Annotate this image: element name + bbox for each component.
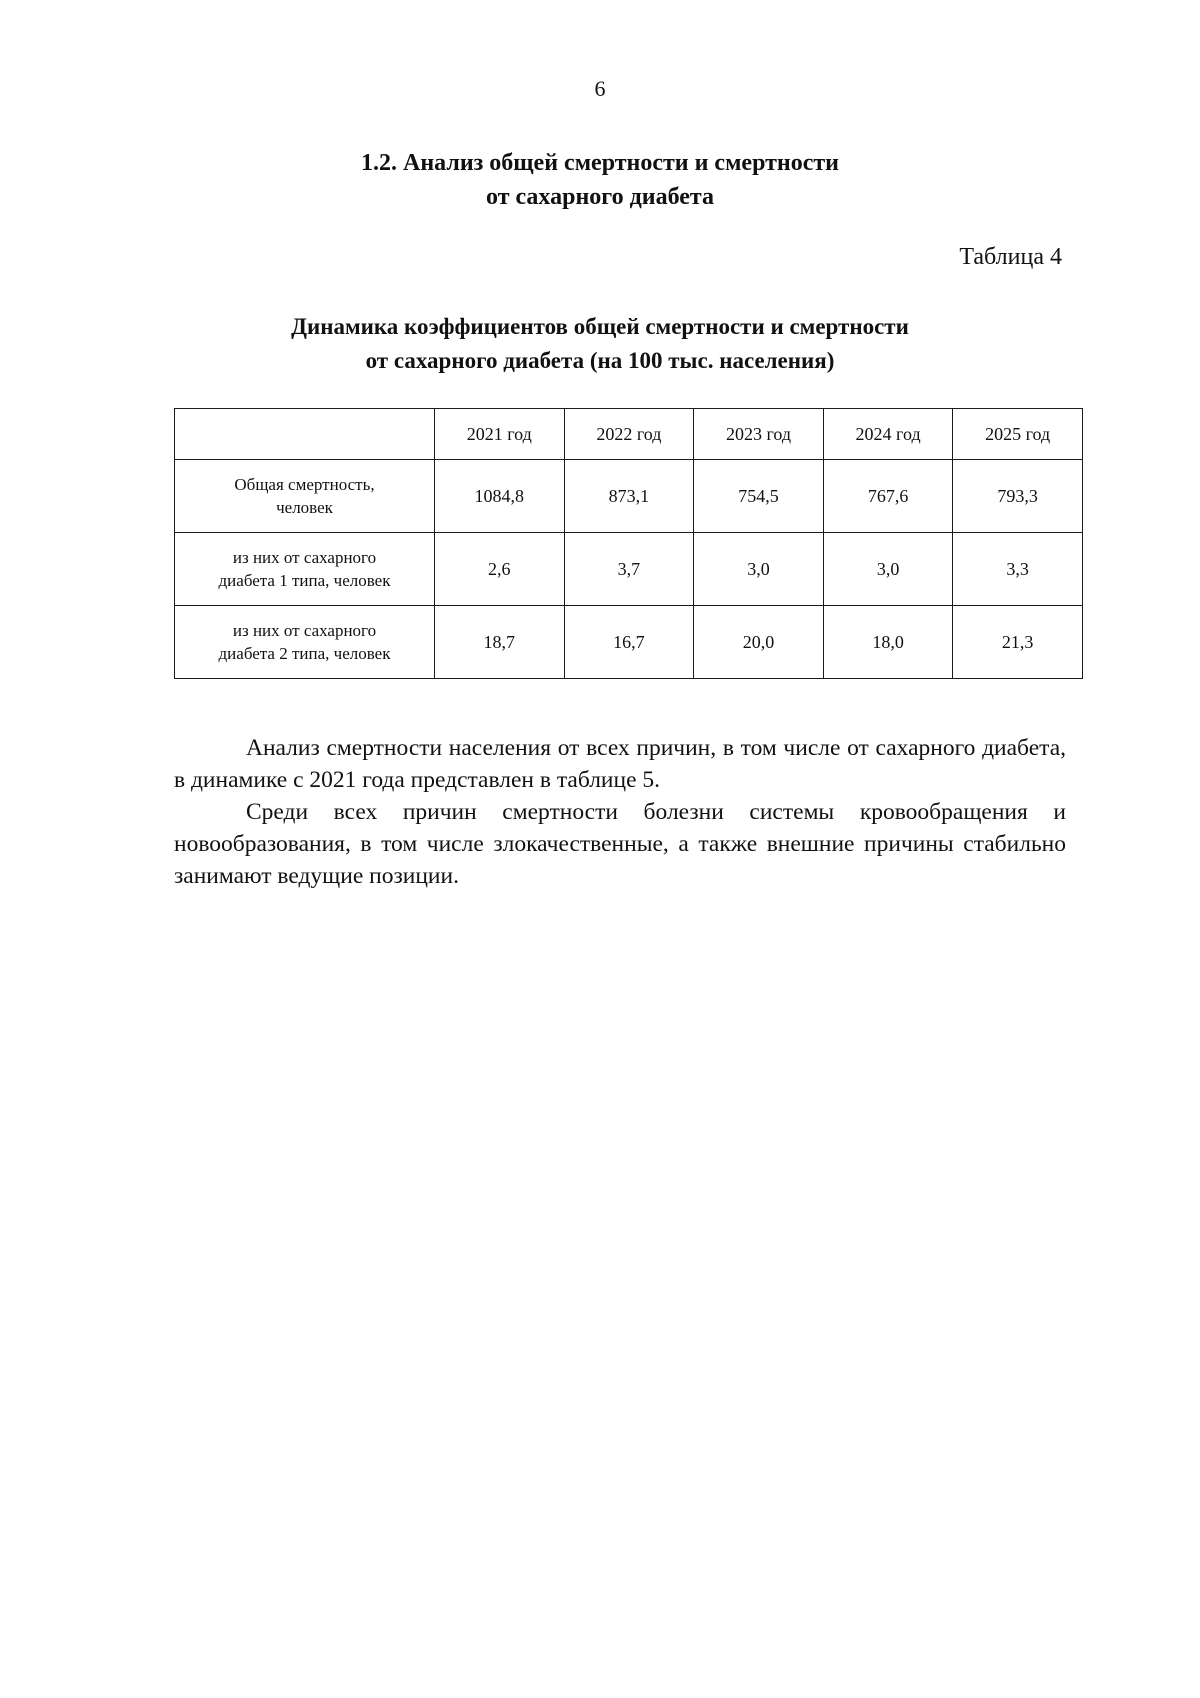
paragraph-analysis-intro: Анализ смертности населения от всех причин, в том числе от сахарного диабета, в динамике с 2021 года представлен в таблице 5. [174, 735, 1066, 793]
table-cell: 767,6 [823, 460, 953, 533]
table-cell: 3,0 [694, 533, 824, 606]
row-label [175, 606, 435, 679]
table-cell: 3,3 [953, 533, 1083, 606]
row-label-line: из них от сахарного [232, 548, 377, 567]
paragraph-leading-causes: Среди всех причин смертности болезни системы кровообращения и новообразования, в том числе злокачественные, а также внешние причины стабильно занимают ведущие позиции. [174, 799, 1066, 889]
table-cell: 2,6 [435, 533, 565, 606]
table-cell: 3,0 [823, 533, 953, 606]
table-caption-line-1: Динамика коэффициентов общей смертности и смертности [291, 314, 909, 339]
row-label [175, 460, 435, 533]
table-number-label: Таблица 4 [959, 244, 1062, 270]
table-caption [200, 310, 1000, 378]
table-cell: 793,3 [953, 460, 1083, 533]
table-cell: 16,7 [564, 606, 694, 679]
table-cell: 754,5 [694, 460, 824, 533]
section-title [240, 146, 960, 214]
table-caption-line-2: от сахарного диабета (на 100 тыс. населения) [365, 348, 835, 373]
section-title-line-1: 1.2. Анализ общей смертности и смертности [360, 150, 840, 176]
row-label [175, 533, 435, 606]
page-number: 6 [594, 76, 606, 101]
table-row-total-mortality [175, 460, 1083, 533]
table-cell: 873,1 [564, 460, 694, 533]
table-row-diabetes-type-1 [175, 533, 1083, 606]
table-cell: 20,0 [694, 606, 824, 679]
table-cell: 1084,8 [435, 460, 565, 533]
table-row-diabetes-type-2 [175, 606, 1083, 679]
table-cell: 18,0 [823, 606, 953, 679]
mortality-table [174, 408, 1083, 679]
section-title-line-2: от сахарного диабета [486, 184, 714, 210]
table-header-row [175, 409, 1083, 460]
table-cell: 18,7 [435, 606, 565, 679]
header-cell-empty [175, 409, 435, 460]
header-cell-year: 2025 год [953, 409, 1083, 460]
row-label-line: диабета 2 типа, человек [218, 644, 391, 663]
row-label-line: диабета 1 типа, человек [218, 571, 391, 590]
table-cell: 3,7 [564, 533, 694, 606]
header-cell-year: 2021 год [435, 409, 565, 460]
table-cell: 21,3 [953, 606, 1083, 679]
row-label-line: Общая смертность, [234, 475, 375, 494]
header-cell-year: 2022 год [564, 409, 694, 460]
header-cell-year: 2023 год [694, 409, 824, 460]
header-cell-year: 2024 год [823, 409, 953, 460]
row-label-line: из них от сахарного [232, 621, 377, 640]
row-label-line: человек [276, 498, 333, 517]
